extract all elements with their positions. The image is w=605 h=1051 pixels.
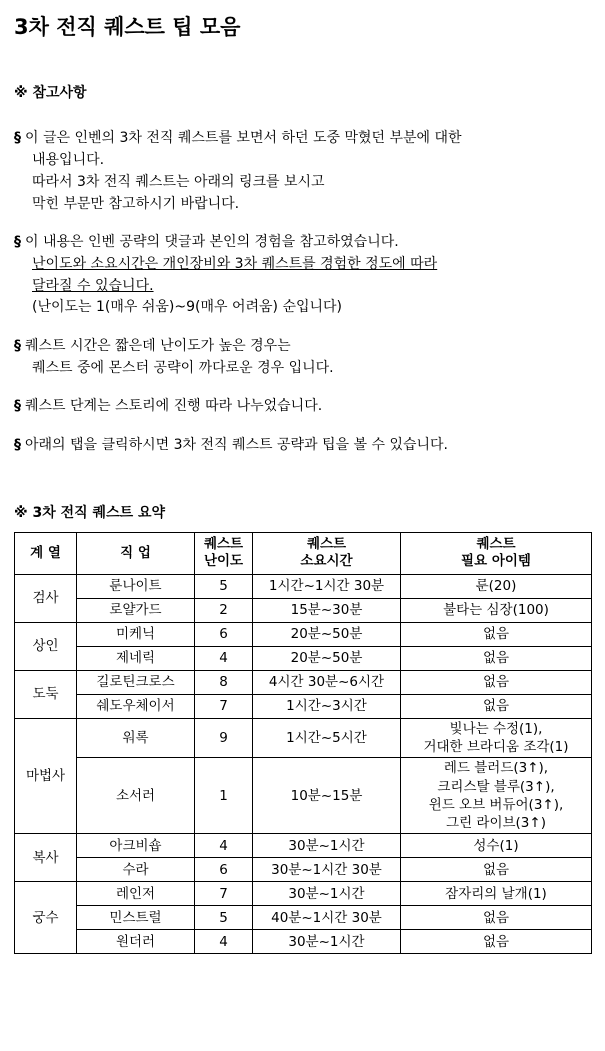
- table-row: [15, 930, 592, 954]
- spacer: [14, 474, 591, 504]
- notice-text: 퀘스트 중에 몬스터 공략이 까다로운 경우 입니다.: [32, 359, 334, 376]
- table-row: [15, 622, 592, 646]
- section-bullet-icon: §: [14, 234, 21, 251]
- time-cell: 4시간 30분~6시간: [253, 670, 401, 694]
- difficulty-cell: 9: [195, 718, 253, 757]
- difficulty-cell: 7: [195, 694, 253, 718]
- notice-text: 이 내용은 인벤 공략의 댓글과 본인의 경험을 참고하였습니다.: [25, 234, 399, 251]
- table-body: [15, 574, 592, 953]
- notice-line: [14, 276, 591, 298]
- time-cell: 30분~1시간: [253, 930, 401, 954]
- difficulty-cell: 8: [195, 670, 253, 694]
- job-cell: 쉐도우체이서: [77, 694, 195, 718]
- items-cell: 없음: [401, 694, 592, 718]
- table-row: [15, 834, 592, 858]
- notice-text: (난이도는 1(매우 쉬움)~9(매우 어려움) 순입니다): [32, 299, 343, 316]
- column-header-line1: 퀘스트: [306, 535, 347, 552]
- table-header: [15, 532, 592, 574]
- notice-line: [14, 297, 591, 319]
- job-cell: 미케닉: [77, 622, 195, 646]
- time-cell: 20분~50분: [253, 646, 401, 670]
- notice-text: 따라서 3차 전직 퀘스트는 아래의 링크를 보시고: [32, 173, 325, 190]
- items-cell: 잠자리의 날개(1): [401, 882, 592, 906]
- difficulty-cell: 7: [195, 882, 253, 906]
- column-header-line1: 계 열: [30, 544, 61, 561]
- notice-text: 막힌 부문만 참고하시기 바랍니다.: [32, 195, 240, 212]
- column-header: [253, 532, 401, 574]
- column-header: [195, 532, 253, 574]
- items-cell: 없음: [401, 858, 592, 882]
- notice-block: [14, 396, 591, 418]
- items-cell: 없음: [401, 930, 592, 954]
- table-row: [15, 882, 592, 906]
- notice-line: [14, 396, 591, 418]
- column-header-line2: 소요시간: [300, 553, 353, 570]
- section-bullet-icon: §: [14, 398, 21, 415]
- table-row: [15, 758, 592, 834]
- section-bullet-icon: §: [14, 130, 21, 147]
- table-row: [15, 646, 592, 670]
- notice-block: [14, 435, 591, 457]
- job-cell: 수라: [77, 858, 195, 882]
- job-cell: 룬나이트: [77, 574, 195, 598]
- difficulty-cell: 2: [195, 598, 253, 622]
- series-cell: 상인: [15, 622, 77, 670]
- job-cell: 소서러: [77, 758, 195, 834]
- time-cell: 1시간~5시간: [253, 718, 401, 757]
- table-row: [15, 670, 592, 694]
- table-row: [15, 574, 592, 598]
- column-header-line1: 직 업: [120, 544, 151, 561]
- spacer: [14, 40, 591, 84]
- table-row: [15, 718, 592, 757]
- section-bullet-icon: §: [14, 337, 21, 354]
- notice-block: [14, 232, 591, 319]
- job-cell: 원더러: [77, 930, 195, 954]
- time-cell: 20분~50분: [253, 622, 401, 646]
- notice-block: [14, 128, 591, 215]
- series-cell: 마법사: [15, 718, 77, 833]
- notice-line: [14, 336, 591, 358]
- notice-line: [14, 358, 591, 380]
- items-cell: 없음: [401, 906, 592, 930]
- notice-text: 아래의 탭을 클릭하시면 3차 전직 퀘스트 공략과 팁을 볼 수 있습니다.: [25, 437, 449, 453]
- notice-list: [14, 128, 591, 456]
- column-header-line1: 퀘스트: [203, 535, 244, 552]
- series-cell: 검사: [15, 574, 77, 622]
- notice-line: [14, 194, 591, 216]
- table-row: [15, 694, 592, 718]
- job-cell: 길로틴크로스: [77, 670, 195, 694]
- notice-line: [14, 435, 591, 457]
- column-header-line1: 퀘스트: [476, 535, 516, 552]
- difficulty-cell: 5: [195, 574, 253, 598]
- items-cell: 없음: [401, 670, 592, 694]
- notice-line: [14, 232, 591, 254]
- column-header: [77, 532, 195, 574]
- series-cell: 복사: [15, 834, 77, 882]
- notice-heading: ※ 참고사항: [14, 85, 87, 102]
- notice-line: [14, 128, 591, 150]
- time-cell: 15분~30분: [253, 598, 401, 622]
- job-cell: 레인저: [77, 882, 195, 906]
- notice-line: [14, 172, 591, 194]
- column-header-line2: 난이도: [203, 553, 244, 570]
- notice-text: 퀘스트 시간은 짧은데 난이도가 높은 경우는: [25, 337, 291, 354]
- items-cell: 룬(20): [401, 574, 592, 598]
- difficulty-cell: 6: [195, 622, 253, 646]
- time-cell: 10분~15분: [253, 758, 401, 834]
- job-cell: 아크비숍: [77, 834, 195, 858]
- job-cell: 제네릭: [77, 646, 195, 670]
- job-cell: 민스트럴: [77, 906, 195, 930]
- summary-heading: ※ 3차 전직 퀘스트 요약: [14, 504, 166, 521]
- items-cell: 레드 블러드(3↑), 크리스탈 블루(3↑), 윈드 오브 버듀어(3↑), 그린 라이브(3↑): [401, 758, 592, 834]
- column-header: [401, 532, 592, 574]
- time-cell: 30분~1시간: [253, 882, 401, 906]
- difficulty-cell: 6: [195, 858, 253, 882]
- notice-line: [14, 150, 591, 172]
- notice-block: [14, 336, 591, 379]
- page-title: 3차 전직 퀘스트 팁 모음: [14, 15, 241, 39]
- difficulty-cell: 4: [195, 930, 253, 954]
- notice-text: 난이도와 소요시간은 개인장비와 3차 퀘스트를 경험한 정도에 따라: [32, 255, 438, 272]
- series-cell: 도둑: [15, 670, 77, 718]
- series-cell: 궁수: [15, 882, 77, 954]
- column-header-line2: 필요 아이템: [461, 553, 531, 570]
- items-cell: 불타는 심장(100): [401, 598, 592, 622]
- time-cell: 30분~1시간 30분: [253, 858, 401, 882]
- notice-text: 이 글은 인벤의 3차 전직 퀘스트를 보면서 하던 도중 막혔던 부분에 대한: [25, 130, 462, 147]
- section-bullet-icon: §: [14, 437, 21, 453]
- quest-summary-table: [14, 532, 592, 954]
- notice-text: 퀘스트 단계는 스토리에 진행 따라 나누었습니다.: [25, 398, 323, 415]
- notice-text: 내용입니다.: [32, 152, 105, 169]
- table-row: [15, 598, 592, 622]
- notice-text: 달라질 수 있습니다.: [32, 277, 154, 294]
- time-cell: 1시간~3시간: [253, 694, 401, 718]
- difficulty-cell: 4: [195, 646, 253, 670]
- difficulty-cell: 1: [195, 758, 253, 834]
- items-cell: 빛나는 수정(1), 거대한 브라디움 조각(1): [401, 718, 592, 757]
- difficulty-cell: 4: [195, 834, 253, 858]
- difficulty-cell: 5: [195, 906, 253, 930]
- table-row: [15, 906, 592, 930]
- notice-line: [14, 254, 591, 276]
- table-header-row: [15, 532, 592, 574]
- time-cell: 40분~1시간 30분: [253, 906, 401, 930]
- column-header: [15, 532, 77, 574]
- items-cell: 없음: [401, 646, 592, 670]
- job-cell: 워록: [77, 718, 195, 757]
- items-cell: 성수(1): [401, 834, 592, 858]
- time-cell: 1시간~1시간 30분: [253, 574, 401, 598]
- table-row: [15, 858, 592, 882]
- items-cell: 없음: [401, 622, 592, 646]
- time-cell: 30분~1시간: [253, 834, 401, 858]
- job-cell: 로얄가드: [77, 598, 195, 622]
